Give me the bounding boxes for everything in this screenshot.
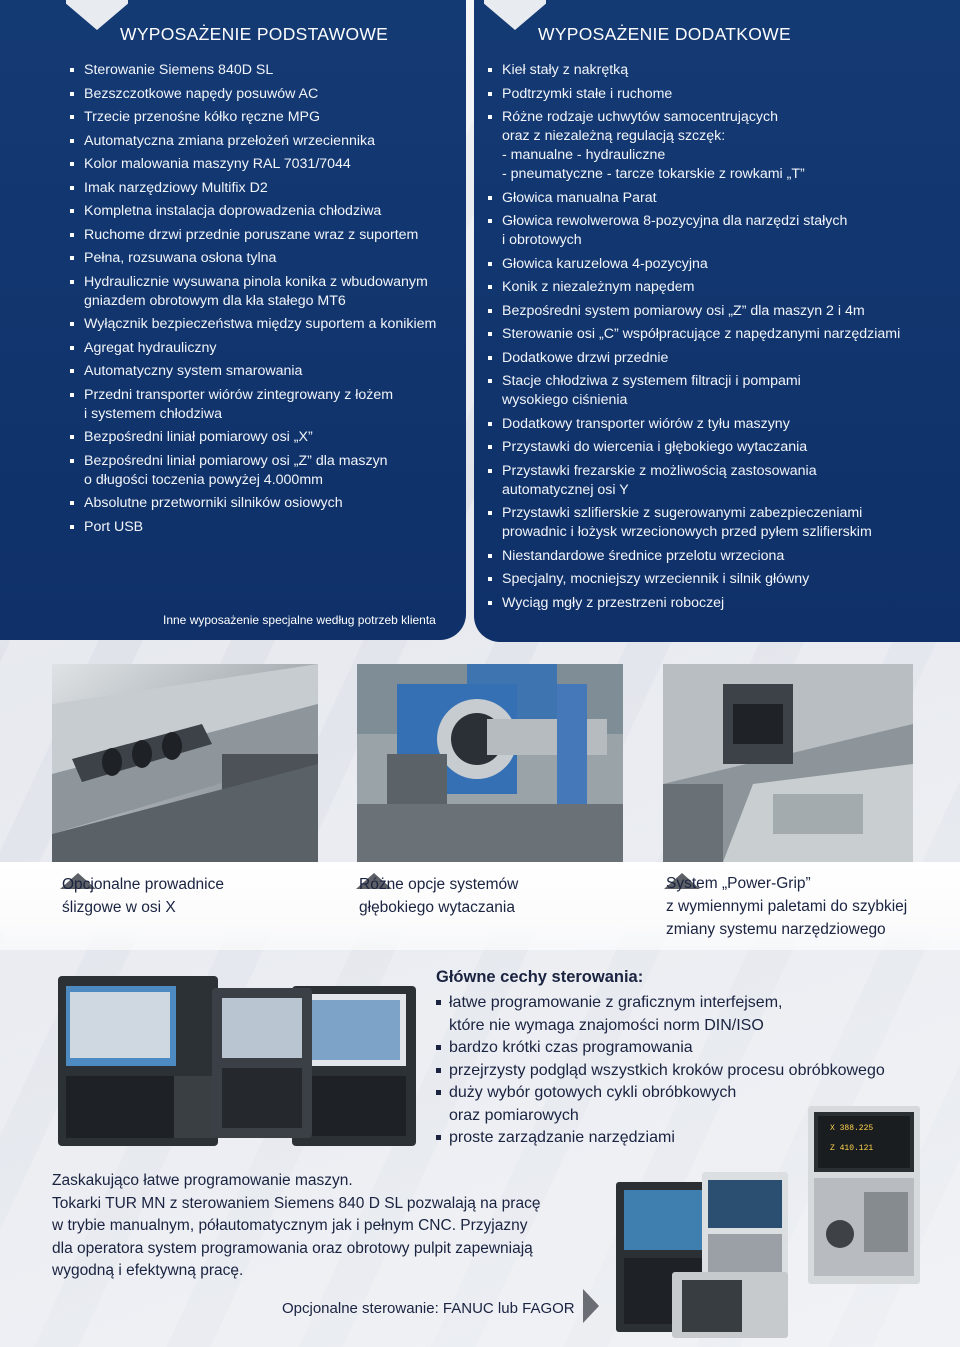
standard-equipment-item: Kolor malowania maszyny RAL 7031/7044 (70, 155, 460, 174)
optional-equipment-item: Niestandardowe średnice przelotu wrzeciona (488, 547, 948, 566)
caption-power-grip: System „Power-Grip” z wymiennymi paletami do szybkiej zmiany systemu narzędziowego (666, 875, 908, 938)
control-feature-item: bardzo krótki czas programowania (436, 1037, 936, 1060)
optional-equipment-item: Różne rodzaje uchwytów samocentrujących oraz z niezależną regulacją szczęk: - manualne - hydrauliczne - pneumatyczne - tarcze tokarskie z rowkami „T” (488, 108, 948, 184)
standard-equipment-item: Przedni transporter wiórów zintegrowany z łożem i systemem chłodziwa (70, 386, 460, 424)
optional-equipment-item: Bezpośredni system pomiarowy osi „Z” dla maszyn 2 i 4m (488, 302, 948, 321)
photo-siemens-control (52, 968, 422, 1158)
standard-equipment-item: Hydraulicznie wysuwana pinola konika z wbudowanym gniazdem obrotowym dla kła stałego MT6 (70, 273, 460, 311)
optional-equipment-item: Sterowanie osi „C” współpracujące z napędzanymi narzędziami (488, 325, 948, 344)
standard-equipment-item: Bezpośredni liniał pomiarowy osi „Z” dla maszyn o długości toczenia powyżej 4.000mm (70, 452, 460, 490)
dro-z-readout: Z 410.121 (830, 1144, 874, 1153)
panel-title: WYPOSAŻENIE PODSTAWOWE (120, 24, 389, 44)
optional-equipment-item: Głowica rewolwerowa 8-pozycyjna dla narzędzi stałych i obrotowych (488, 212, 948, 250)
dro-x-readout: X 388.225 (830, 1124, 874, 1133)
caption-slide-guides: Opcjonalne prowadnice ślizgowe w osi X (62, 876, 224, 916)
standard-equipment-item: Absolutne przetworniki silników osiowych (70, 494, 460, 513)
control-feature-item: łatwe programowanie z graficznym interfejsem, które nie wymaga znajomości norm DIN/ISO (436, 992, 936, 1037)
standard-equipment-item: Port USB (70, 518, 460, 537)
standard-equipment-item: Pełna, rozsuwana osłona tylna (70, 249, 460, 268)
control-feature-item: proste zarządzanie narzędziami (436, 1127, 936, 1150)
standard-equipment-item: Agregat hydrauliczny (70, 339, 460, 358)
optional-equipment-item: Przystawki do wiercenia i głębokiego wytaczania (488, 438, 948, 457)
optional-equipment-item: Dodatkowy transporter wiórów z tyłu maszyny (488, 415, 948, 434)
optional-equipment-item: Przystawki frezarskie z możliwością zastosowania automatycznej osi Y (488, 462, 948, 500)
standard-equipment-item: Kompletna instalacja doprowadzenia chłodziwa (70, 202, 460, 221)
caption-deep-boring: Różne opcje systemów głębokiego wytaczania (359, 876, 519, 916)
optional-equipment-item: Głowica karuzelowa 4-pozycyjna (488, 255, 948, 274)
optional-equipment-panel (474, 0, 960, 642)
optional-equipment-item: Konik z niezależnym napędem (488, 278, 948, 297)
optional-equipment-item: Przystawki szlifierskie z sugerowanymi zabezpieczeniami prowadnic i łożysk wrzecionowych przed pyłem szlifierskim (488, 504, 948, 542)
standard-equipment-item: Wyłącznik bezpieczeństwa między suportem a konikiem (70, 315, 460, 334)
control-features-title: Główne cechy sterowania: (436, 968, 644, 986)
optional-control-caption: Opcjonalne sterowanie: FANUC lub FAGOR (282, 1300, 575, 1317)
panel-title: WYPOSAŻENIE DODATKOWE (538, 24, 791, 44)
optional-equipment-item: Podtrzymki stałe i ruchome (488, 85, 948, 104)
optional-equipment-item: Wyciąg mgły z przestrzeni roboczej (488, 594, 948, 613)
standard-equipment-item: Automatyczna zmiana przełożeń wrzeciennika (70, 132, 460, 151)
panel-note: Inne wyposażenie specjalne według potrzeb klienta (163, 613, 436, 627)
panel-tab-marker (484, 0, 546, 30)
photo-fanuc-control (800, 1104, 924, 1290)
optional-equipment-item: Stacje chłodziwa z systemem filtracji i pompami wysokiego ciśnienia (488, 372, 948, 410)
standard-equipment-item: Ruchome drzwi przednie poruszane wraz z suportem (70, 226, 460, 245)
optional-equipment-list (488, 61, 948, 617)
photo-power-grip (663, 664, 913, 862)
photo-slide-guides (52, 664, 318, 862)
optional-equipment-item: Głowica manualna Parat (488, 189, 948, 208)
optional-equipment-item: Dodatkowe drzwi przednie (488, 349, 948, 368)
photo-fagor-control (612, 1172, 792, 1342)
standard-equipment-item: Bezszczotkowe napędy posuwów AC (70, 85, 460, 104)
standard-equipment-panel (0, 0, 466, 640)
control-feature-item: przejrzysty podgląd wszystkich kroków procesu obróbkowego (436, 1060, 936, 1083)
standard-equipment-item: Automatyczny system smarowania (70, 362, 460, 381)
standard-equipment-item: Bezpośredni liniał pomiarowy osi „X” (70, 428, 460, 447)
optional-equipment-item: Kieł stały z nakrętką (488, 61, 948, 80)
optional-equipment-item: Specjalny, mocniejszy wrzeciennik i silnik główny (488, 570, 948, 589)
standard-equipment-item: Trzecie przenośne kółko ręczne MPG (70, 108, 460, 127)
standard-equipment-item: Sterowanie Siemens 840D SL (70, 61, 460, 80)
control-description: Zaskakująco łatwe programowanie maszyn. Tokarki TUR MN z sterowaniem Siemens 840 D SL pozwalają na pracę w trybie manualnym, półautomatycznym jak i pełnym CNC. Przyjazny dla operatora system programowania oraz obrotowy pulpit zapewniają wygodną i efektywną pracę. (52, 1172, 541, 1279)
photo-deep-boring (357, 664, 623, 862)
standard-equipment-list (70, 61, 460, 541)
panel-tab-marker (66, 0, 128, 30)
control-feature-item: duży wybór gotowych cykli obróbkowych oraz pomiarowych (436, 1082, 936, 1127)
standard-equipment-item: Imak narzędziowy Multifix D2 (70, 179, 460, 198)
